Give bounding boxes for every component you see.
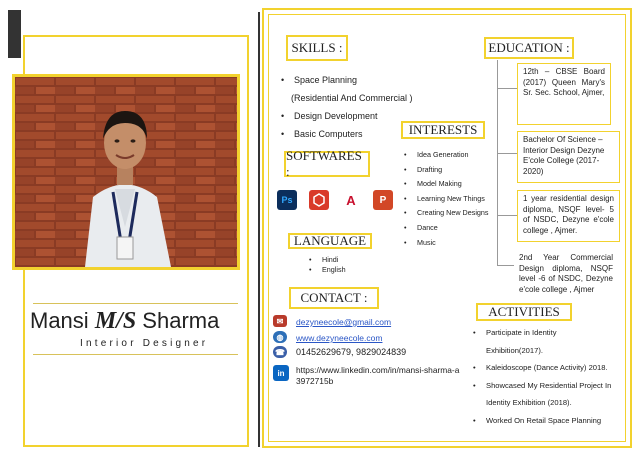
photoshop-icon: Ps: [277, 190, 297, 210]
education-timeline: [497, 60, 498, 265]
powerpoint-icon: P: [373, 190, 393, 210]
activity-item: • Showcased My Residential Project In: [473, 381, 633, 399]
education-heading: EDUCATION :: [484, 37, 574, 59]
education-item: 1 year residential design diploma, NSQF level- 5 of NSDC, Dezyne e'cole college , Ajmer.: [517, 190, 620, 242]
website-link[interactable]: www.dezyneecole.com: [296, 333, 383, 343]
interest-item: • Dance: [404, 223, 504, 238]
interests-heading: INTERESTS: [401, 121, 485, 139]
interest-item: • Learning New Things: [404, 194, 504, 209]
interest-item: • Music: [404, 238, 504, 253]
phone-icon: ☎: [273, 346, 287, 358]
skill-item: • Space Planning: [281, 74, 431, 92]
activities-list: [473, 328, 633, 433]
name-bottom-rule: [33, 354, 238, 355]
interests-list: [404, 150, 504, 252]
education-item: 2nd Year Commercial Design diploma, NSQF level -6 of NSDC, Dezyne e'cole college , Ajmer: [514, 250, 618, 298]
interest-item: • Creating New Designs: [404, 208, 504, 223]
language-heading: LANGUAGE: [288, 233, 372, 249]
activity-item: • Kaleidoscope (Dance Activity) 2018.: [473, 363, 633, 381]
interest-item: • Idea Generation: [404, 150, 504, 165]
email-link[interactable]: dezyneecole@gmail.com: [296, 317, 392, 327]
timeline-connector: [497, 215, 517, 216]
mail-icon: ✉: [273, 315, 287, 327]
name-top-rule: [33, 303, 238, 304]
activities-heading: ACTIVITIES: [476, 303, 572, 321]
language-item: • Hindi: [309, 255, 389, 265]
autocad-icon: A: [341, 190, 361, 210]
vertical-divider: [258, 12, 260, 447]
softwares-heading: SOFTWARES :: [284, 151, 370, 177]
globe-icon: ◍: [273, 331, 287, 343]
phone-numbers: 01452629679, 9829024839: [296, 347, 407, 357]
contact-heading: CONTACT :: [289, 287, 379, 309]
interest-item: • Drafting: [404, 165, 504, 180]
skill-item: • Design Development: [281, 110, 431, 128]
last-name: Sharma: [142, 308, 220, 333]
timeline-connector: [497, 88, 517, 89]
activity-item: • Participate in Identity: [473, 328, 633, 346]
language-item: • English: [309, 265, 389, 275]
activity-item: • Worked On Retail Space Planning: [473, 416, 633, 434]
linkedin-icon: in: [273, 365, 289, 381]
timeline-connector: [497, 153, 517, 154]
job-title: Interior Designer: [80, 338, 209, 349]
language-list: [309, 255, 389, 275]
linkedin-url[interactable]: https://www.linkedin.com/in/mansi-sharma-a3972715b: [296, 365, 460, 386]
education-item: Bachelor Of Science – Interior Design Dezyne E'cole College (2017-2020): [517, 131, 620, 183]
skills-heading: SKILLS :: [286, 35, 348, 61]
profile-photo: [12, 74, 240, 270]
skill-item: (Residential And Commercial ): [291, 93, 413, 103]
activity-item: Exhibition(2017).: [486, 345, 543, 355]
dark-accent-bar: [8, 10, 21, 58]
software-icons: [277, 190, 393, 210]
skill-item: • Basic Computers: [281, 128, 431, 146]
education-item: 12th – CBSE Board (2017) Queen Mary's Sr. Sec. School, Ajmer,: [517, 63, 611, 125]
interest-item: • Model Making: [404, 179, 504, 194]
candidate-name: [30, 308, 250, 335]
middle-initials: M/S: [94, 308, 137, 334]
sketchup-icon: [309, 190, 329, 210]
first-name: Mansi: [30, 308, 89, 333]
activity-item: Identity Exhibition (2018).: [486, 398, 572, 407]
